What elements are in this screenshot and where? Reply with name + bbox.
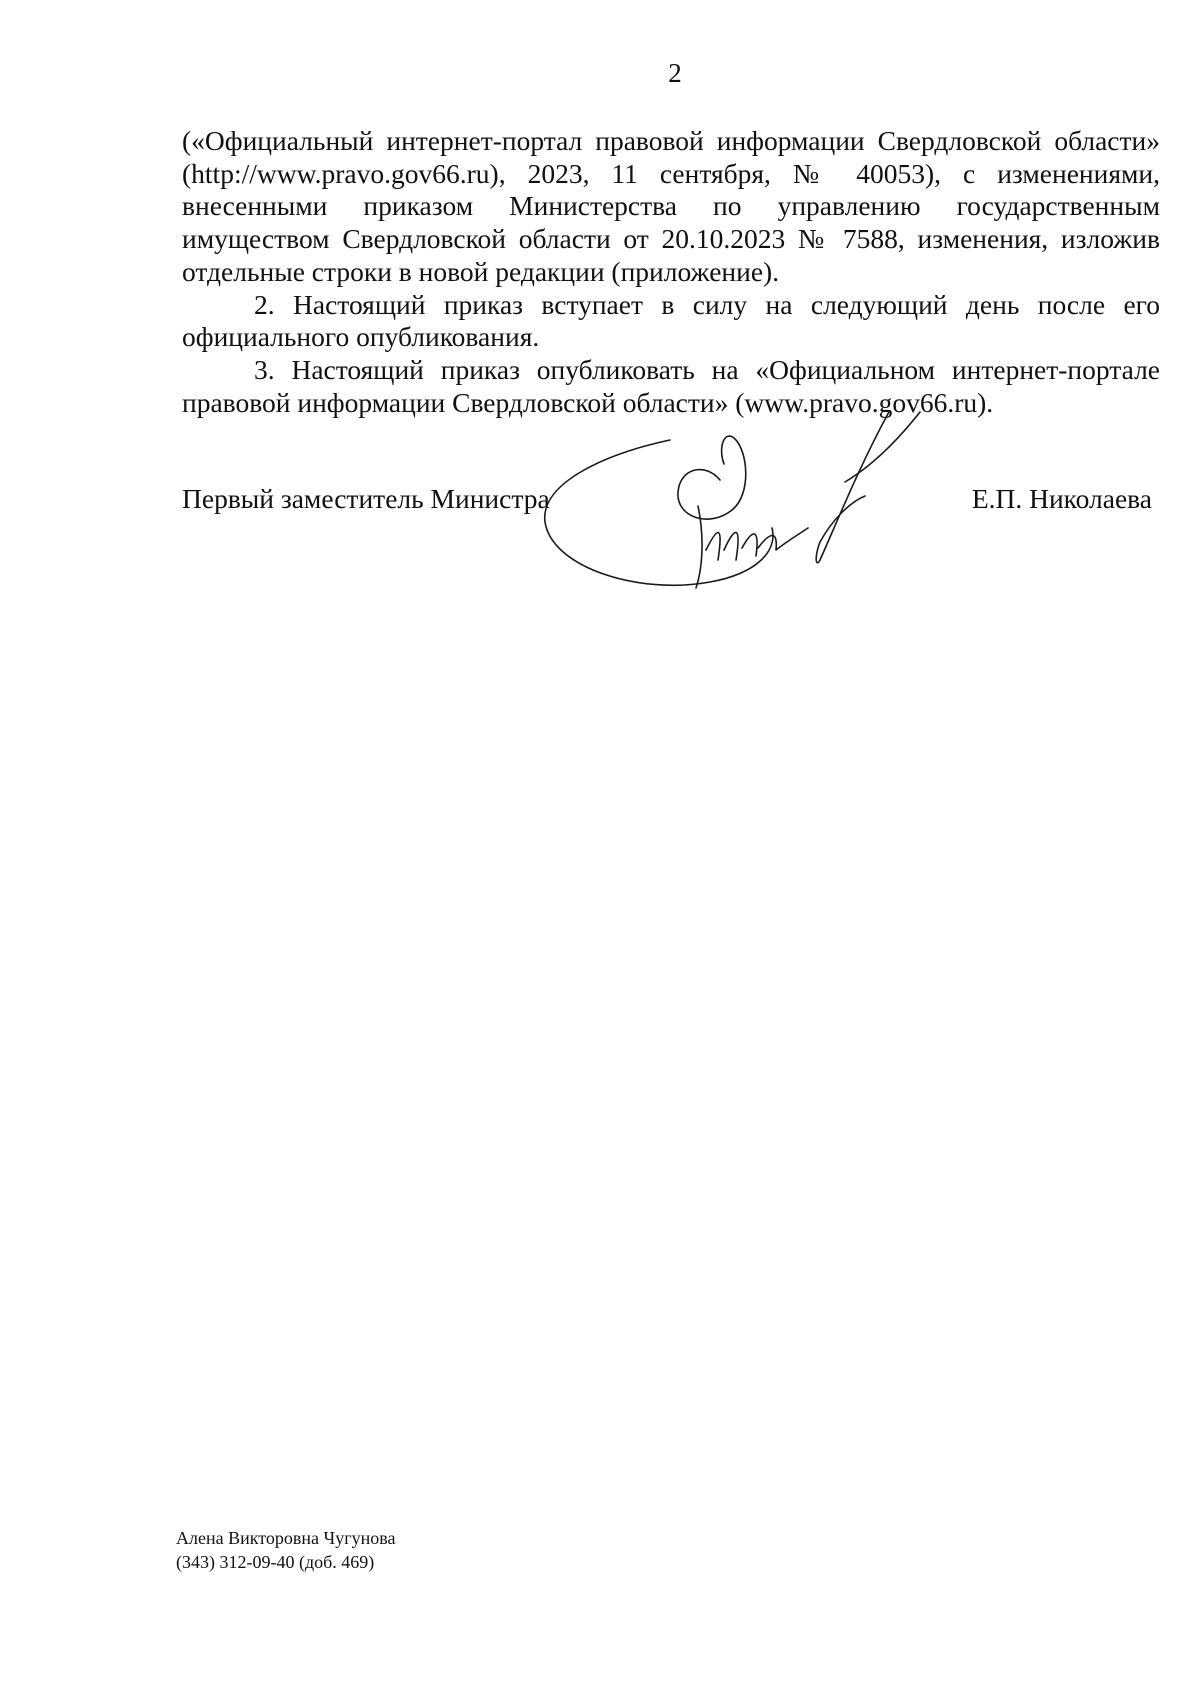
- handwritten-signature: [520, 410, 940, 600]
- signature-curl: [678, 436, 746, 519]
- contact-phone: (343) 312-09-40 (доб. 469): [176, 1552, 375, 1572]
- page-number: 2: [668, 58, 682, 88]
- contact-info: [176, 1526, 395, 1574]
- signer-name: Е.П. Николаева: [971, 483, 1152, 514]
- paragraph-3: 3. Настоящий приказ опубликовать на «Официальном интернет-портале правовой информации Свердловской области» (www.pravo.gov66.ru).: [182, 353, 1160, 418]
- contact-person: Алена Викторовна Чугунова: [176, 1528, 396, 1548]
- paragraph-1: («Официальный интернет-портал правовой информации Свердловской области» (http://www.pravo.gov66.ru), 2023, 11 сентября, № 40053), с изменениями, внесенными приказом Министерства по управлению государственным имуществом Свердловской области от 20.10.2023 № 7588, изменения, изложив отдельные строки в новой редакции (приложение).: [182, 125, 1160, 287]
- paragraph-2: 2. Настоящий приказ вступает в силу на следующий день после его официального опубликования.: [182, 288, 1160, 353]
- document-body: [182, 125, 1160, 419]
- signature-loop: [545, 440, 773, 585]
- signer-position: Первый заместитель Министра: [182, 483, 550, 514]
- signature-long-stroke: [816, 410, 890, 563]
